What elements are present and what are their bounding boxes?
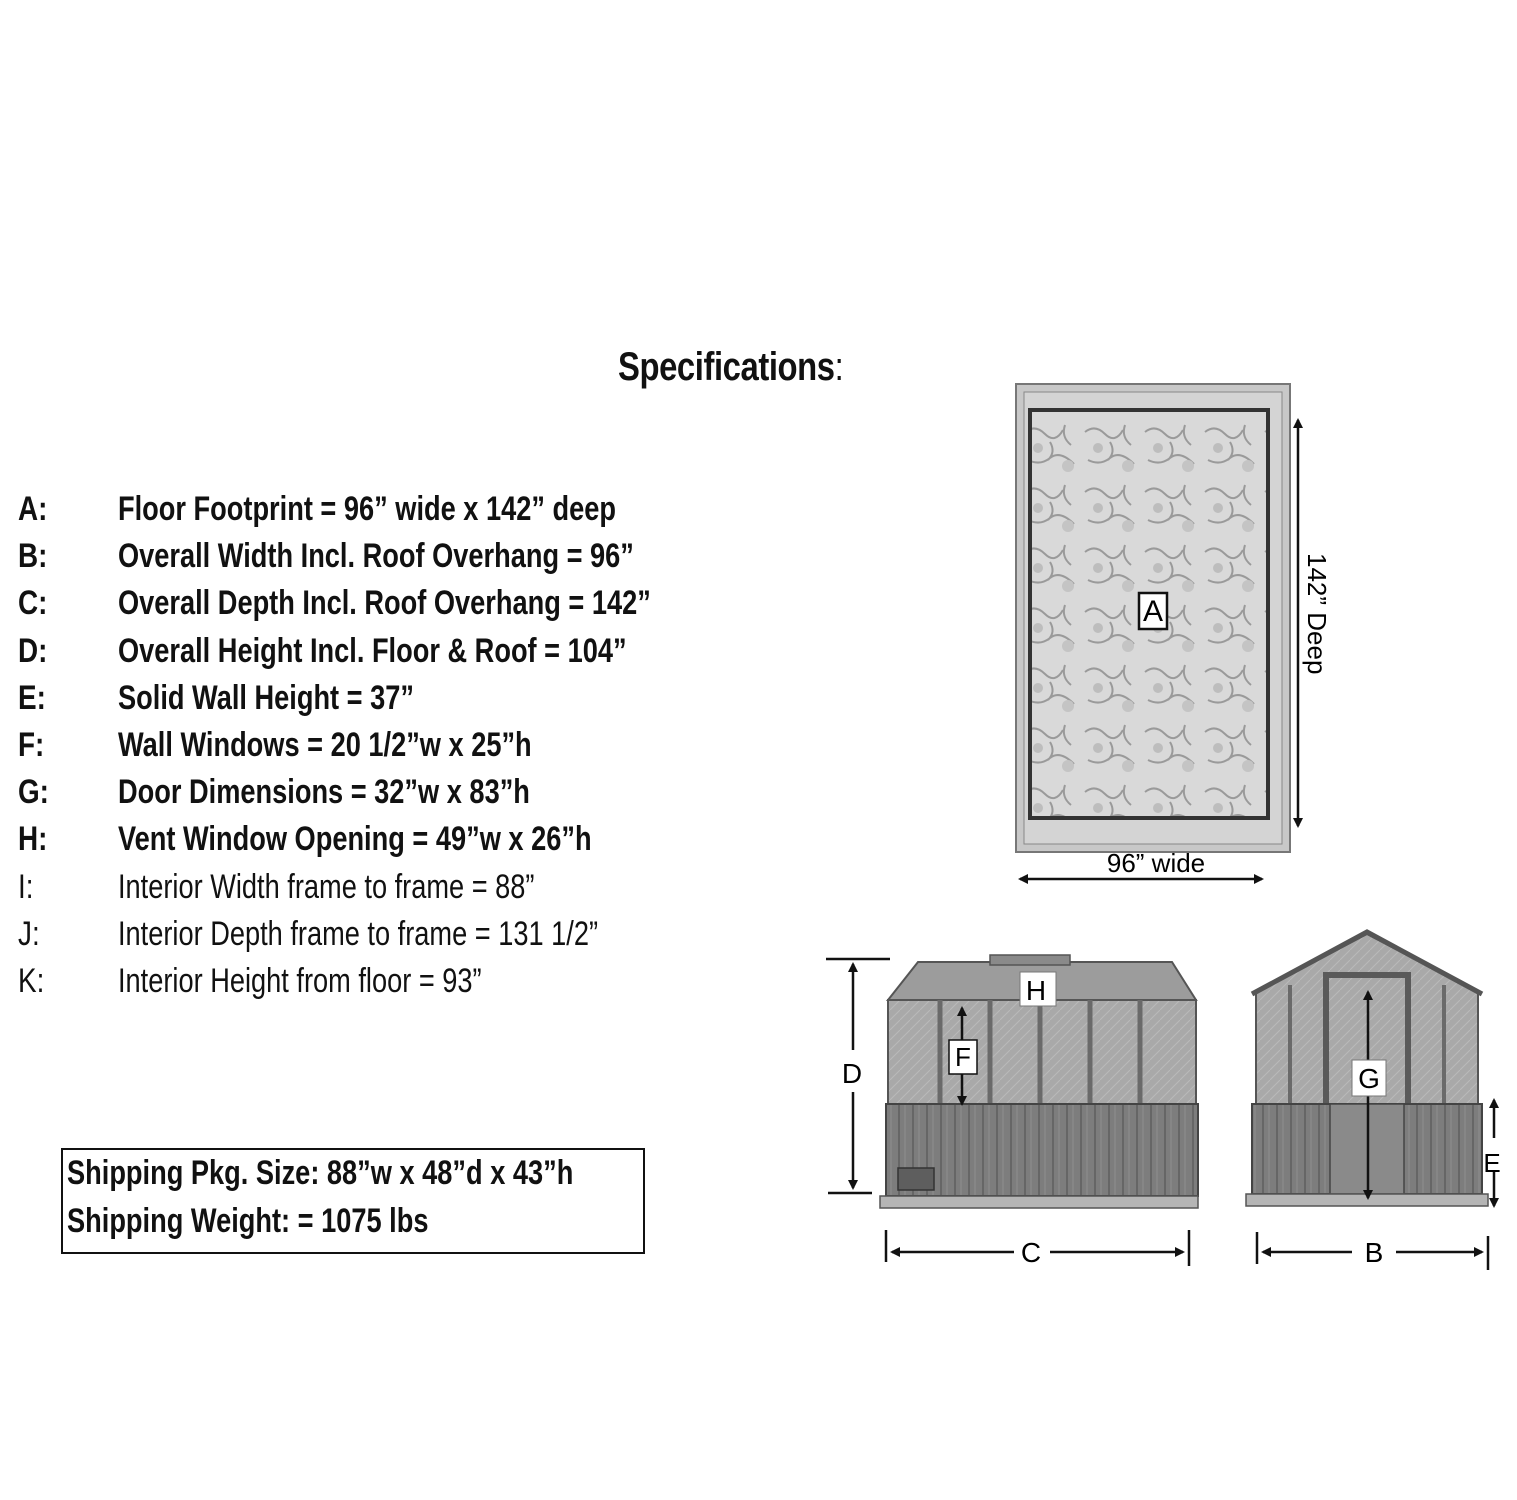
spec-text: Vent Window Opening = 49”w x 26”h [118,820,592,859]
vent-label: H [1025,975,1047,1006]
side-wall-vent [898,1168,934,1190]
spec-letter: B: [18,537,48,576]
shipping-weight: Shipping Weight: = 1075 lbs [67,1202,429,1240]
spec-text: Overall Height Incl. Floor & Roof = 104” [118,631,627,670]
window-label: F [955,1042,971,1072]
side-view-diagram [826,955,1198,1268]
spec-text: Floor Footprint = 96” wide x 142” deep [118,490,617,528]
side-base [880,1196,1198,1208]
floor-label: A [1142,595,1164,628]
spec-letter: G: [18,773,49,812]
front-width-label: B [1364,1237,1384,1268]
shipping-size: Shipping Pkg. Size: 88”w x 48”d x 43”h [67,1154,574,1192]
spec-letter: J: [18,914,40,953]
spec-letter: K: [18,961,45,1000]
depth-label: 142” Deep [1302,553,1332,675]
wall-label: E [1483,1148,1501,1178]
door-label: G [1358,1063,1380,1094]
spec-letter: A: [18,490,48,528]
spec-letter: F: [18,725,45,764]
spec-letter: H: [18,820,48,859]
length-label: C [1020,1237,1042,1268]
front-view-diagram [1246,932,1501,1270]
spec-letter: C: [18,584,48,623]
spec-text: Solid Wall Height = 37” [118,678,414,717]
height-label: D [841,1058,863,1089]
spec-letter: D: [18,631,48,670]
spec-text: Interior Width frame to frame = 88” [118,867,535,906]
spec-text: Door Dimensions = 32”w x 83”h [118,773,530,812]
floor-plan-diagram [1016,384,1332,879]
spec-text: Interior Height from floor = 93” [118,961,482,1000]
spec-text: Wall Windows = 20 1/2”w x 25”h [118,725,532,764]
page-title: Specifications: [618,345,844,389]
width-label: 96” wide [1106,848,1206,878]
spec-text: Overall Depth Incl. Roof Overhang = 142” [118,584,651,623]
roof-vent [990,955,1070,965]
spec-text: Interior Depth frame to frame = 131 1/2” [118,914,599,953]
spec-letter: E: [18,678,46,717]
spec-letter: I: [18,867,34,906]
spec-text: Overall Width Incl. Roof Overhang = 96” [118,537,634,576]
